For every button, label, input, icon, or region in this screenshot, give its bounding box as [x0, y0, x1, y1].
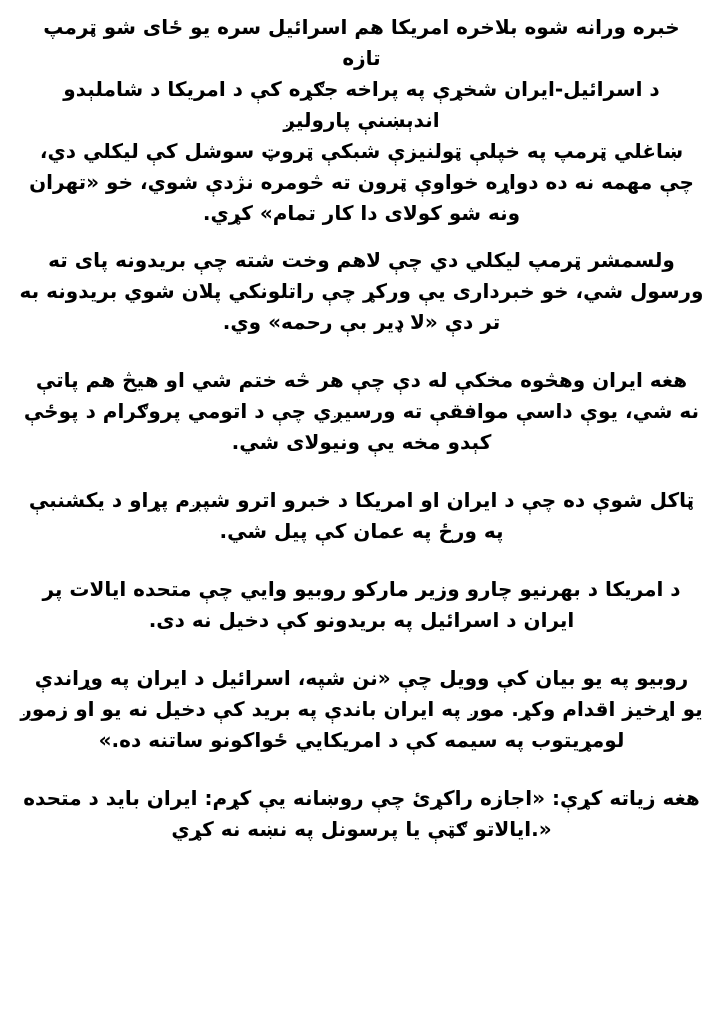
rubio-statement-paragraph: د امريکا د بهرنيو چارو وزير مارکو روبيو وايي چې متحده ايالات پر ايران د اسرائيل په بريدونو کې دخيل نه دی. — [42, 577, 681, 632]
rubio-quote-paragraph: روبيو په يو بيان کې وويل چې «نن شپه، اسرائيل د ايران په وړاندې يو اړخيز اقدام وکړ. موږ په ايران باندې په برید کې دخيل نه يو او زموږ لومړيتوب په سيمه کې د امريکايي ځواکونو ساتنه ده.» — [20, 666, 703, 752]
talks-round-paragraph: ټاکل شوې ده چې د ايران او امريکا د خبرو اترو شپږم پړاو د يکشنبې په ورځ په عمان کې پيل شي. — [28, 488, 695, 543]
headline-paragraph: خبره ورانه شوه بلاخره امريکا هم اسرائيل سره يو ځای شو ټرمپ تازه د اسرائيل-ایران شخړې په پراخه جګړه کې د امريکا د شاملېدو اندېښنې پاروليږ ښاغلي ټرمپ په خپلې ټولنيزې شبکې ټروټ سوشل کې ليکلي دي، چې مهمه نه ده دواړه خواوې ټرون ته څومره نژدې شوي، خو «تهران ونه شو کولای دا کار تمام» کړي. — [29, 15, 694, 225]
rubio-addition-paragraph: هغه زياته کړې: «اجازه راکړئ چې روښانه يې کړم: ايران بايد د متحده «.ایالاتو ګټې یا پرسونل په نښه نه کړي — [23, 786, 700, 841]
trump-warning-paragraph: ولسمشر ټرمپ ليکلي دي چې لاهم وخت شته چې بريدونه پای ته ورسول شي، خو خبرداری يې ورکړ چې راتلونکي پلان شوي بريدونه به تر دې «لا ډير بې رحمه» وي. — [19, 248, 704, 334]
iran-deal-paragraph: هغه ايران وهڅوه مخکې له دې چې هر څه ختم شي او هيڅ هم پاتې نه شي، يوې داسې موافقې ته ورسيږي چې د اتومي پروګرام د پوځې کېدو مخه يې ونيولای شي. — [23, 368, 700, 454]
